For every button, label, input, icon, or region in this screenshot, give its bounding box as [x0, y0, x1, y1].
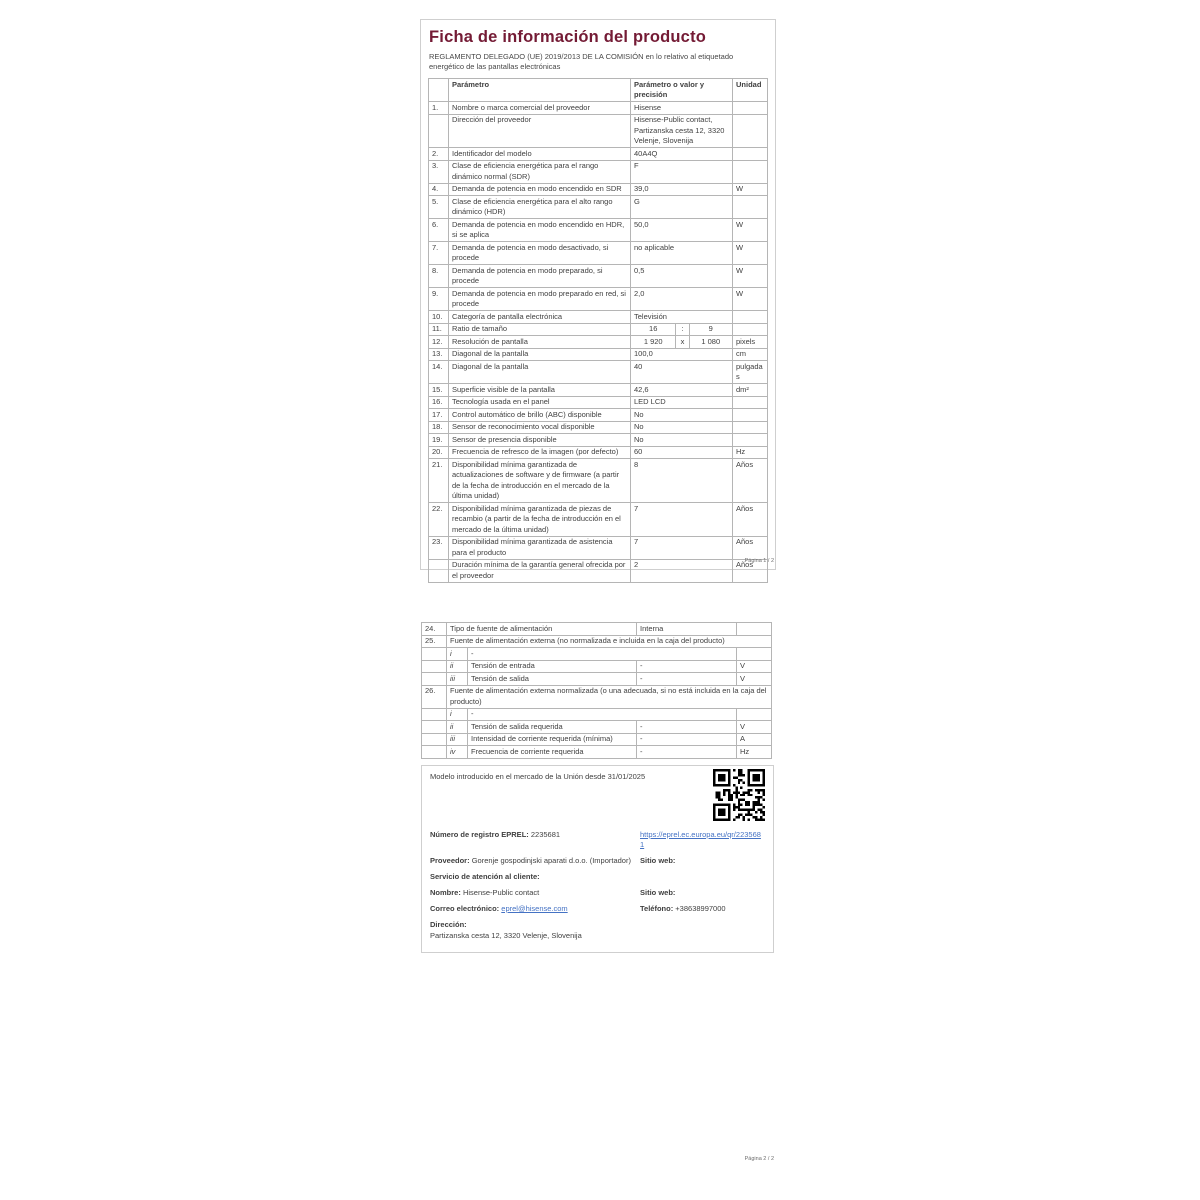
value-part: x — [675, 336, 689, 348]
param-label: Intensidad de corriente requerida (mínima) — [468, 733, 637, 746]
row-number: 1. — [429, 102, 449, 115]
param-label: Control automático de brillo (ABC) disponible — [449, 409, 631, 422]
param-label: Clase de eficiencia energética para el alto rango dinámico (HDR) — [449, 196, 631, 219]
row-number: 6. — [429, 219, 449, 242]
param-unit — [737, 623, 772, 636]
param-value: 40A4Q — [631, 148, 733, 161]
table-row — [422, 708, 772, 721]
param-unit: Hz — [737, 746, 772, 759]
param-unit: Años — [733, 536, 768, 559]
header-number — [429, 79, 449, 102]
supplier-label: Proveedor: — [430, 856, 470, 865]
page-2-footer: Página 2 / 2 — [744, 1156, 774, 1162]
param-label: Diagonal de la pantalla — [449, 348, 631, 361]
sub-number: i — [447, 708, 468, 721]
param-value: - — [637, 660, 737, 673]
power-supply-table-wrap — [421, 622, 772, 759]
param-value-split — [631, 323, 733, 336]
param-value: No — [631, 409, 733, 422]
param-unit: V — [737, 721, 772, 734]
row-number: 5. — [429, 196, 449, 219]
param-value: - — [637, 673, 737, 686]
param-unit — [733, 114, 768, 148]
param-value: 50,0 — [631, 219, 733, 242]
row-number — [422, 708, 447, 721]
param-value: 7 — [631, 503, 733, 537]
param-unit — [733, 421, 768, 434]
row-number: 14. — [429, 361, 449, 384]
param-value: - — [468, 708, 737, 721]
table-row — [429, 336, 768, 349]
email-label: Correo electrónico: — [430, 904, 500, 913]
param-value: 39,0 — [631, 183, 733, 196]
row-number — [429, 114, 449, 148]
eprel-contact-box — [421, 765, 774, 953]
param-value: 0,5 — [631, 265, 733, 288]
row-number — [422, 673, 447, 686]
param-label: Dirección del proveedor — [449, 114, 631, 148]
customer-service-label: Servicio de atención al cliente: — [430, 872, 540, 881]
header-param: Parámetro — [449, 79, 631, 102]
row-number — [422, 660, 447, 673]
row-number: 16. — [429, 396, 449, 409]
param-label: Nombre o marca comercial del proveedor — [449, 102, 631, 115]
param-value: - — [468, 648, 737, 661]
table-row — [422, 733, 772, 746]
eprel-qr-link[interactable]: https://eprel.ec.europa.eu/qr/2235681 — [640, 829, 761, 849]
market-intro-text: Modelo introducido en el mercado de la Unión desde 31/01/2025 — [430, 772, 646, 781]
table-row — [429, 219, 768, 242]
table-row — [422, 746, 772, 759]
product-parameters-table — [428, 78, 768, 583]
table-row — [422, 660, 772, 673]
row-number: 7. — [429, 242, 449, 265]
power-supply-table — [421, 622, 772, 759]
table-row — [429, 446, 768, 459]
table-row — [422, 685, 772, 708]
page-1-footer: Página 1 / 2 — [744, 558, 774, 564]
param-value: 7 — [631, 536, 733, 559]
param-value: G — [631, 196, 733, 219]
regulation-subtitle: REGLAMENTO DELEGADO (UE) 2019/2013 DE LA COMISIÓN en lo relativo al etiquetado energético de las pantallas electrónicas — [429, 52, 734, 72]
product-fiche-page-1 — [420, 19, 776, 580]
param-label: Frecuencia de refresco de la imagen (por defecto) — [449, 446, 631, 459]
param-label: Tensión de salida requerida — [468, 721, 637, 734]
param-value: 100,0 — [631, 348, 733, 361]
param-value: Interna — [637, 623, 737, 636]
split-values — [631, 324, 732, 336]
param-unit — [733, 160, 768, 183]
table-row — [422, 623, 772, 636]
table-row — [429, 323, 768, 336]
table-row — [429, 503, 768, 537]
value-part: 1 920 — [643, 336, 663, 346]
param-label: Tipo de fuente de alimentación — [447, 623, 637, 636]
row-number: 24. — [422, 623, 447, 636]
supplier-value: Gorenje gospodinjski aparati d.o.o. (Importador) — [471, 856, 631, 865]
param-value: No — [631, 421, 733, 434]
param-unit — [733, 196, 768, 219]
qr-code-icon — [713, 769, 765, 821]
table-row — [429, 361, 768, 384]
table-row — [429, 183, 768, 196]
param-unit: pulgadas — [733, 361, 768, 384]
row-number — [422, 648, 447, 661]
email-link[interactable]: eprel@hisense.com — [501, 904, 568, 913]
param-unit: W — [733, 242, 768, 265]
header-value: Parámetro o valor y precisión — [631, 79, 733, 102]
param-value: - — [637, 721, 737, 734]
row-number: 15. — [429, 384, 449, 397]
param-unit — [733, 396, 768, 409]
table-row — [429, 265, 768, 288]
table-row — [429, 288, 768, 311]
value-part: : — [675, 324, 689, 336]
param-label: Diagonal de la pantalla — [449, 361, 631, 384]
param-value: - — [637, 733, 737, 746]
param-unit: W — [733, 183, 768, 196]
param-unit — [733, 409, 768, 422]
name-value: Hisense-Public contact — [462, 888, 540, 897]
table-row — [422, 721, 772, 734]
param-unit: V — [737, 660, 772, 673]
param-value-split — [631, 336, 733, 349]
param-value: 8 — [631, 459, 733, 503]
row-number — [422, 733, 447, 746]
param-value: Hisense-Public contact, Partizanska cesta 12, 3320 Velenje, Slovenija — [631, 114, 733, 148]
param-label: Clase de eficiencia energética para el rango dinámico normal (SDR) — [449, 160, 631, 183]
name-label: Nombre: — [430, 888, 461, 897]
param-value: No — [631, 434, 733, 447]
param-label: Demanda de potencia en modo encendido en HDR, si se aplica — [449, 219, 631, 242]
row-number: 3. — [429, 160, 449, 183]
row-number: 25. — [422, 635, 447, 648]
sub-number: ii — [447, 660, 468, 673]
param-label: Disponibilidad mínima garantizada de piezas de recambio (a partir de la fecha de introducción en el mercado de la última unidad) — [449, 503, 631, 537]
param-unit — [733, 148, 768, 161]
param-label: Tecnología usada en el panel — [449, 396, 631, 409]
param-unit: Años — [733, 503, 768, 537]
page-title: Ficha de información del producto — [429, 28, 707, 46]
param-unit — [737, 648, 772, 661]
param-label: Fuente de alimentación externa (no normalizada e incluida en la caja del producto) — [447, 635, 772, 648]
sub-number: iii — [447, 673, 468, 686]
param-label: Duración mínima de la garantía general ofrecida por el proveedor — [449, 559, 631, 582]
row-number — [422, 721, 447, 734]
param-unit — [733, 311, 768, 324]
param-value: LED LCD — [631, 396, 733, 409]
param-unit: W — [733, 219, 768, 242]
param-unit: W — [733, 288, 768, 311]
address-row — [430, 920, 765, 941]
contact-name-row — [430, 888, 765, 899]
param-unit — [737, 708, 772, 721]
param-unit — [733, 434, 768, 447]
param-label: Tensión de entrada — [468, 660, 637, 673]
table-row — [429, 148, 768, 161]
email-phone-row — [430, 904, 765, 915]
param-label: Identificador del modelo — [449, 148, 631, 161]
value-part: 9 — [708, 324, 713, 334]
supplier-row — [430, 856, 765, 867]
param-value: Hisense — [631, 102, 733, 115]
row-number: 9. — [429, 288, 449, 311]
param-label: Disponibilidad mínima garantizada de actualizaciones de software y de firmware (a partir de la fecha de introducción en el mercado de la última unidad) — [449, 459, 631, 503]
table-row — [429, 196, 768, 219]
row-number: 22. — [429, 503, 449, 537]
param-label: Demanda de potencia en modo encendido en SDR — [449, 183, 631, 196]
row-number: 20. — [429, 446, 449, 459]
phone-value: +38638997000 — [675, 904, 726, 913]
table-row — [429, 242, 768, 265]
sub-number: iii — [447, 733, 468, 746]
row-number: 8. — [429, 265, 449, 288]
row-number: 11. — [429, 323, 449, 336]
table-row — [422, 673, 772, 686]
table-row — [429, 384, 768, 397]
sub-number: iv — [447, 746, 468, 759]
website-label-1: Sitio web: — [640, 856, 676, 865]
table-row — [429, 536, 768, 559]
address-label: Dirección: — [430, 920, 467, 929]
row-number: 10. — [429, 311, 449, 324]
param-label: Demanda de potencia en modo preparado, si procede — [449, 265, 631, 288]
param-unit: dm² — [733, 384, 768, 397]
table-row — [429, 348, 768, 361]
param-unit: W — [733, 265, 768, 288]
table-row — [429, 160, 768, 183]
website-label-2: Sitio web: — [640, 888, 676, 897]
param-label: Disponibilidad mínima garantizada de asistencia para el producto — [449, 536, 631, 559]
table-row — [429, 396, 768, 409]
param-label: Demanda de potencia en modo desactivado, si procede — [449, 242, 631, 265]
table-row — [429, 102, 768, 115]
row-number: 18. — [429, 421, 449, 434]
param-unit — [733, 323, 768, 336]
row-number: 13. — [429, 348, 449, 361]
param-label: Ratio de tamaño — [449, 323, 631, 336]
param-label: Tensión de salida — [468, 673, 637, 686]
param-value: 2 — [631, 559, 733, 582]
param-label: Categoría de pantalla electrónica — [449, 311, 631, 324]
table-row — [429, 114, 768, 148]
eprel-label: Número de registro EPREL: — [430, 829, 529, 839]
table-row — [429, 409, 768, 422]
param-label: Sensor de reconocimiento vocal disponible — [449, 421, 631, 434]
sub-number: ii — [447, 721, 468, 734]
row-number — [422, 746, 447, 759]
address-value: Partizanska cesta 12, 3320 Velenje, Slovenija — [430, 930, 582, 940]
param-unit: Hz — [733, 446, 768, 459]
row-number: 19. — [429, 434, 449, 447]
table-row — [422, 635, 772, 648]
param-label: Frecuencia de corriente requerida — [468, 746, 637, 759]
param-unit — [733, 102, 768, 115]
param-value: 40 — [631, 361, 733, 384]
param-value: F — [631, 160, 733, 183]
param-value: 60 — [631, 446, 733, 459]
param-unit: A — [737, 733, 772, 746]
param-value: Televisión — [631, 311, 733, 324]
table-row — [429, 459, 768, 503]
eprel-row — [430, 830, 765, 851]
table-row — [429, 421, 768, 434]
param-label: Fuente de alimentación externa normalizada (o una adecuada, si no está incluida en la caja del producto) — [447, 685, 772, 708]
param-label: Resolución de pantalla — [449, 336, 631, 349]
row-number: 4. — [429, 183, 449, 196]
header-unit: Unidad — [733, 79, 768, 102]
split-values — [631, 336, 732, 348]
table-header-row — [429, 79, 768, 102]
param-label: Demanda de potencia en modo preparado en red, si procede — [449, 288, 631, 311]
param-unit: cm — [733, 348, 768, 361]
row-number: 2. — [429, 148, 449, 161]
table-row — [429, 434, 768, 447]
table-row — [429, 311, 768, 324]
param-value: - — [637, 746, 737, 759]
row-number: 26. — [422, 685, 447, 708]
eprel-value: 2235681 — [530, 829, 561, 839]
row-number: 21. — [429, 459, 449, 503]
row-number: 17. — [429, 409, 449, 422]
table-row — [422, 648, 772, 661]
row-number: 12. — [429, 336, 449, 349]
row-number: 23. — [429, 536, 449, 559]
phone-label: Teléfono: — [640, 904, 674, 913]
param-label: Superficie visible de la pantalla — [449, 384, 631, 397]
customer-service-row — [430, 872, 765, 883]
value-part: 1 080 — [701, 336, 721, 346]
param-unit: Años — [733, 459, 768, 503]
param-value: 42,6 — [631, 384, 733, 397]
param-unit: V — [737, 673, 772, 686]
param-value: no aplicable — [631, 242, 733, 265]
param-unit: pixels — [733, 336, 768, 349]
param-label: Sensor de presencia disponible — [449, 434, 631, 447]
param-unit: Años — [733, 559, 768, 582]
value-part: 16 — [649, 324, 658, 334]
sub-number: i — [447, 648, 468, 661]
param-value: 2,0 — [631, 288, 733, 311]
